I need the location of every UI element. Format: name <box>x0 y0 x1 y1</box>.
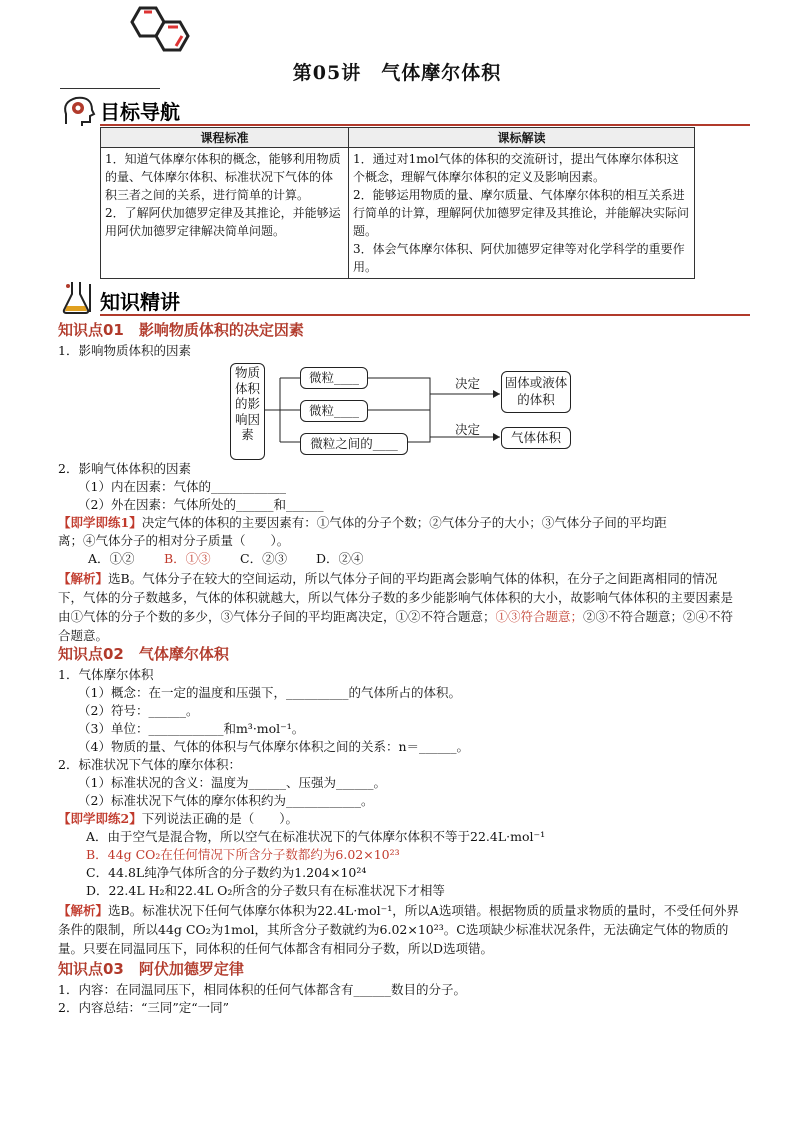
answer-tag: 【解析】 <box>58 571 109 586</box>
kp2-line: （3）单位：____________和m³·mol⁻¹。 <box>78 721 305 736</box>
page-title: 第05讲 气体摩尔体积 <box>292 62 502 84</box>
diagram-branch-box: 微粒____ <box>300 400 368 422</box>
exercise-text: 下列说法正确的是（ ）。 <box>141 811 298 826</box>
exercise-tag: 【即学即练1】 <box>58 515 142 530</box>
option-a: A．①② <box>88 551 135 566</box>
table-text: 2．能够运用物质的量、摩尔质量、气体摩尔体积的相互关系进行简单的计算，理解阿伏加德罗定律及其推论，并能解决实际问题。 <box>353 188 690 238</box>
diagram-result-box: 气体体积 <box>501 427 571 449</box>
table-header: 课标解读 <box>349 128 695 148</box>
exercise-1-question <box>58 514 667 532</box>
kp2-line: （4）物质的量、气体的体积与气体摩尔体积之间的关系：n＝______。 <box>78 739 470 754</box>
section-knowledge-title: 知识精讲 <box>100 290 180 314</box>
table-text: 3．体会气体摩尔体积、阿伏加德罗定律等对化学科学的重要作用。 <box>353 242 685 274</box>
kp3-line: 1．内容：在同温同压下，相同体积的任何气体都含有______数目的分子。 <box>58 982 466 997</box>
diagram-root-box: 物质体积的影响因素 <box>230 363 265 460</box>
factor-diagram <box>0 0 794 460</box>
section-goal-title: 目标导航 <box>100 100 180 124</box>
table-text: 1．通过对1mol气体的体积的交流研讨，提出气体摩尔体积这个概念，理解气体摩尔体积的定义及影响因素。 <box>353 152 679 184</box>
diagram-branch-box: 微粒____ <box>300 367 368 389</box>
kp3-title: 知识点03 阿伏加德罗定律 <box>58 960 244 978</box>
table-text: 1．知道气体摩尔体积的概念，能够利用物质的量、气体摩尔体积、标准状况下气体的体积三者之间的关系，进行简单的计算。 <box>105 152 341 202</box>
diagram-decide-label: 决定 <box>455 376 481 391</box>
kp3-line: 2．内容总结：“三同”定“一同” <box>58 1000 230 1015</box>
table-text: 2．了解阿伏加德罗定律及其推论，并能够运用阿伏加德罗定律解决简单问题。 <box>105 206 341 238</box>
exercise-text: 决定气体的体积的主要因素有：①气体的分子个数；②气体分子的大小；③气体分子间的平均距 <box>141 515 667 530</box>
kp1-line: 2．影响气体体积的因素 <box>58 461 191 476</box>
kp1-line: （2）外在因素：气体所处的______和______ <box>78 497 324 512</box>
answer-highlight: ①③符合题意； <box>495 609 584 624</box>
option-b: B．44g CO₂在任何情况下所含分子数都约为6.02×10²³ <box>86 847 400 862</box>
answer-text: 选B。标准状况下任何气体摩尔体积为22.4L·mol⁻¹，所以A选项错。根据物质的质量求物质的量时，不受任何外界条件的限制，所以44g CO₂为1mol，其所含分子数就约为6.02×10²³。C选项缺少标准状况条件，无法确定气体的物质的量。只要在同温同压下，同体积的任何气体都含有相同分子数，所以D选项错。 <box>58 903 739 956</box>
kp2-line: （1）概念：在一定的温度和压强下，__________的气体所占的体积。 <box>78 685 461 700</box>
kp1-line: （1）内在因素：气体的____________ <box>78 479 286 494</box>
option-d: D．22.4L H₂和22.4L O₂所含的分子数只有在标准状况下才相等 <box>86 883 445 898</box>
diagram-branch-box: 微粒之间的____ <box>300 433 408 455</box>
exercise-2-answer <box>58 901 740 958</box>
answer-tag: 【解析】 <box>58 903 109 918</box>
answer-text: 选B。气体分子在较大的空间运动，所以气体分子间的平均距离会影响气体的体积，在分子之间距离相同的情况下，气体的分子数越多，气体的体积就越大，所以气体分子数的多少能影响气体体积的大小，故影响气体体积的主要因素是由①气体的分子个数的多少，③气体分子间的平均距离决定，①②不符合题意； <box>58 571 734 624</box>
answer-text: ②③不符合题意；②④不符合题意。 <box>58 609 734 643</box>
option-c: C．44.8L纯净气体所含的分子数约为1.204×10²⁴ <box>86 865 367 880</box>
kp2-line: （2）标准状况下气体的摩尔体积约为____________。 <box>78 793 374 808</box>
exercise-1-answer <box>58 569 740 645</box>
kp2-title: 知识点02 气体摩尔体积 <box>58 645 229 663</box>
kp2-line: （2）符号：______。 <box>78 703 199 718</box>
diagram-decide-label: 决定 <box>455 422 481 437</box>
kp2-line: （1）标准状况的含义：温度为______、压强为______。 <box>78 775 386 790</box>
option-a: A．由于空气是混合物，所以空气在标准状况下的气体摩尔体积不等于22.4L·mol⁻¹ <box>86 829 546 844</box>
exercise-1-question-cont: 离；④气体分子的相对分子质量（ ）。 <box>58 533 290 548</box>
diagram-result-box: 固体或液体的体积 <box>501 371 571 413</box>
exercise-2-question <box>58 810 298 828</box>
option-b: B．①③ <box>164 551 211 566</box>
option-d: D．②④ <box>316 551 364 566</box>
exercise-1-options <box>88 550 364 568</box>
option-c: C．②③ <box>240 551 288 566</box>
kp1-line: 1．影响物质体积的因素 <box>58 343 191 358</box>
kp1-title: 知识点01 影响物质体积的决定因素 <box>58 321 304 339</box>
kp2-line: 2．标准状况下气体的摩尔体积： <box>58 757 241 772</box>
kp2-line: 1．气体摩尔体积 <box>58 667 154 682</box>
exercise-tag: 【即学即练2】 <box>58 811 142 826</box>
table-header: 课程标准 <box>101 128 349 148</box>
